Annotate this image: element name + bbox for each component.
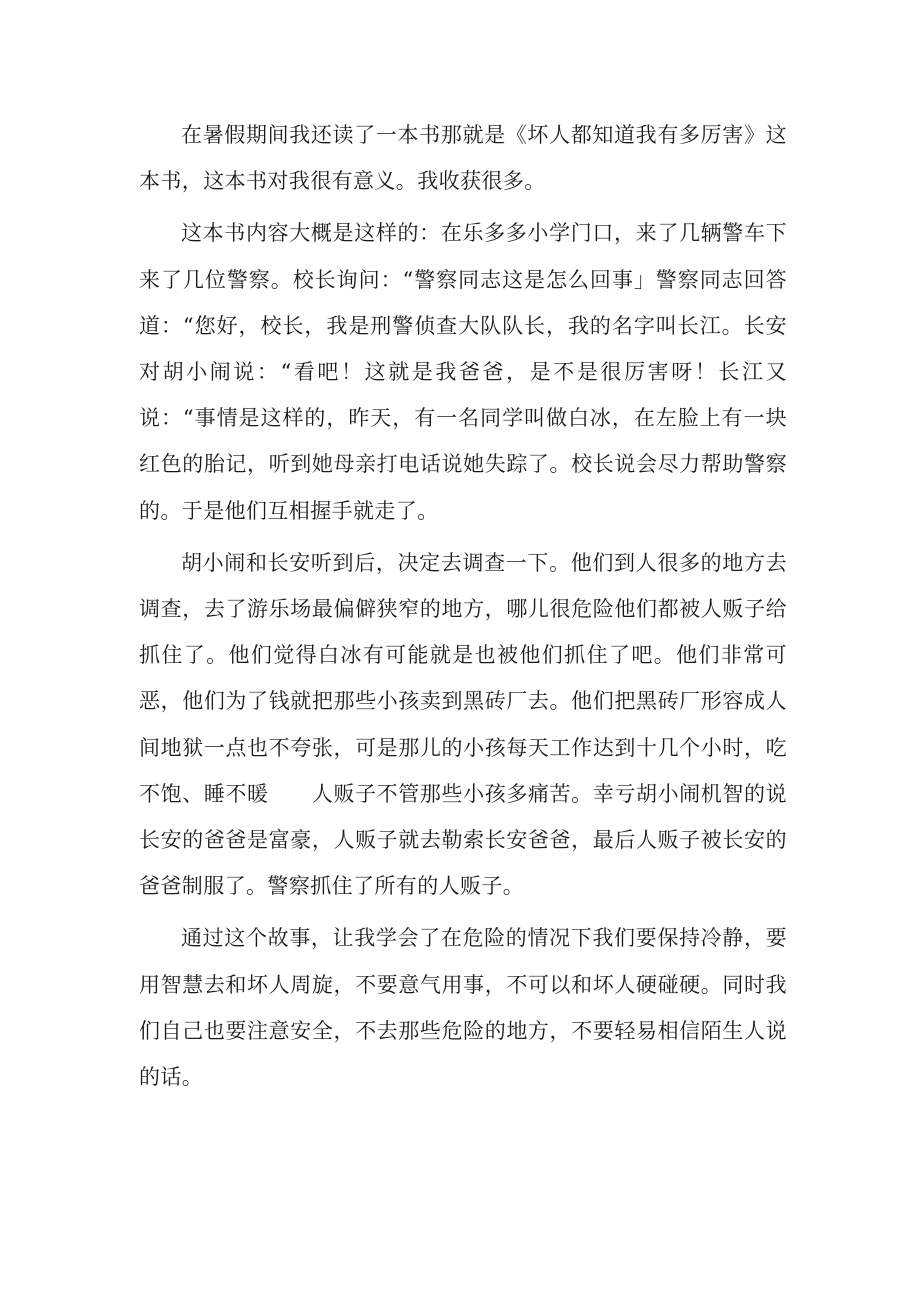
paragraph-4: 通过这个故事，让我学会了在危险的情况下我们要保持冷静，要用智慧去和坏人周旋，不要意气用事，不可以和坏人硬碰硬。同时我们自己也要注意安全，不去那些危险的地方，不要轻易相信陌生人说的话。 bbox=[139, 926, 787, 1090]
document-body bbox=[139, 112, 787, 1106]
paragraph-1: 在暑假期间我还读了一本书那就是《坏人都知道我有多厉害》这本书，这本书对我很有意义。我收获很多。 bbox=[139, 123, 787, 194]
paragraph-3: 胡小闹和长安听到后，决定去调查一下。他们到人很多的地方去调查，去了游乐场最偏僻狭窄的地方，哪儿很危险他们都被人贩子给抓住了。他们觉得白冰有可能就是也被他们抓住了吧。他们非常可恶，他们为了钱就把那些小孩卖到黑砖厂去。他们把黑砖厂形容成人间地狱一点也不夸张，可是那儿的小孩每天工作达到十几个小时，吃不饱、睡不暖 人贩子不管那些小孩多痛苦。幸亏胡小闹机智的说长安的爸爸是富豪，人贩子就去勒索长安爸爸，最后人贩子被长安的爸爸制服了。警察抓住了所有的人贩子。 bbox=[139, 550, 787, 899]
paragraph-2: 这本书内容大概是这样的：在乐多多小学门口，来了几辆警车下来了几位警察。校长询问：“警察同志这是怎么回事」警察同志回答道：“您好，校长，我是刑警侦查大队队长，我的名字叫长江。长安对胡小闹说：“看吧！这就是我爸爸，是不是很厉害呀！长江又说：“事情是这样的，昨天，有一名同学叫做白冰，在左脸上有一块红色的胎记，听到她母亲打电话说她失踪了。校长说会尽力帮助警察的。于是他们互相握手就走了。 bbox=[139, 221, 787, 523]
